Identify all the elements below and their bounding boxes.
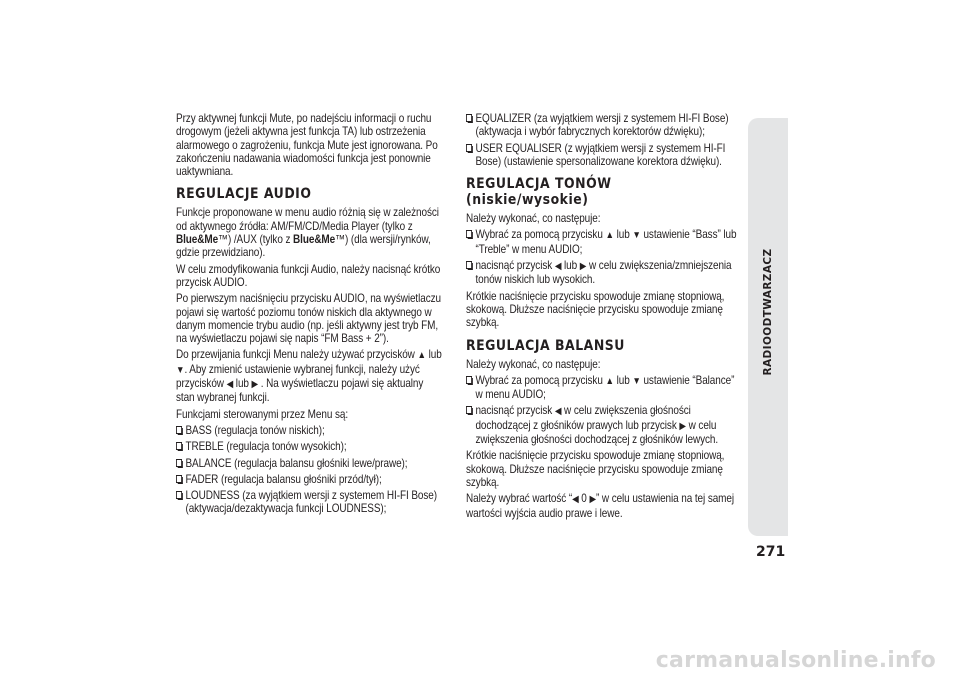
list-item: LOUDNESS (za wyjątkiem wersji z systemem HI-FI Bose) (aktywacja/dezaktywacja funkcji LOUDNESS); [176, 489, 443, 516]
list-item: FADER (regulacja balansu głośniki przód/tył); [176, 473, 443, 486]
checkbox-bullet-icon [466, 114, 472, 122]
checkbox-bullet-icon [176, 475, 182, 483]
checkbox-bullet-icon [176, 426, 182, 434]
arrow-up-icon: ▲ [605, 375, 614, 387]
checkbox-bullet-icon [466, 406, 472, 414]
list-item: USER EQUALISER (z wyjątkiem wersji z systemem HI-FI Bose) (ustawienie spersonalizowane korektora dźwięku). [466, 142, 737, 169]
arrow-left-icon: ◀ [226, 379, 234, 391]
blue-me-brand: Blue&Me [293, 233, 336, 247]
checkbox-bullet-icon [466, 261, 472, 269]
arrow-down-icon: ▼ [632, 230, 641, 242]
checkbox-bullet-icon [176, 491, 182, 499]
list-item: BALANCE (regulacja balansu głośniki lewe/prawe); [176, 457, 443, 470]
arrow-left-icon: ◀ [554, 261, 562, 273]
left-column [176, 112, 443, 519]
page-number: 271 [756, 544, 786, 560]
balance-heading: REGULACJA BALANSU [466, 337, 625, 354]
checkbox-bullet-icon [466, 144, 472, 152]
list-item: Wybrać za pomocą przycisku ▲ lub ▼ ustawienie “Balance” w menu AUDIO; [466, 374, 737, 402]
mute-paragraph: Przy aktywnej funkcji Mute, po nadejściu informacji o ruchu drogowym (jeżeli aktywna jest funkcja TA) lub ostrzeżenia alarmowego o zagrożeniu, funkcja Mute jest ignorowana. Po zakończeniu nadawania wiadomości funkcja jest ponownie uaktywniana. [176, 112, 438, 179]
list-item: EQUALIZER (za wyjątkiem wersji z systemem HI-FI Bose) (aktywacja i wybór fabrycznych korektorów dźwięku); [466, 112, 737, 139]
watermark: carmanualsonline.info [655, 648, 936, 673]
right-column [466, 112, 737, 523]
audio-functions-paragraph: Funkcje proponowane w menu audio różnią się w zależności od aktywnego źródła: AM/FM/CD/Media Player (tylko z Blue&Me™) /AUX (tylko z Blue&Me™) (dla wersji/rynków, gdzie przewidziano). [176, 206, 439, 260]
arrow-left-icon: ◀ [554, 406, 562, 418]
arrow-right-icon: ▶ [251, 379, 259, 391]
arrow-right-icon: ▶ [589, 494, 596, 506]
list-item: TREBLE (regulacja tonów wysokich); [176, 440, 443, 453]
arrow-down-icon: ▼ [176, 364, 185, 376]
checkbox-bullet-icon [176, 442, 182, 450]
list-item: nacisnąć przycisk ◀ lub ▶ w celu zwiększenia/zmniejszenia tonów niskich lub wysokich. [466, 259, 737, 287]
balance-press-paragraph: Krótkie naciśnięcie przycisku spowoduje zmianę stopniową, skokową. Dłuższe naciśnięcie przycisku spowoduje zmianę szybką. [466, 449, 725, 489]
audio-modify-paragraph: W celu zmodyfikowania funkcji Audio, należy nacisnąć krótko przycisk AUDIO. [176, 262, 441, 289]
arrow-up-icon: ▲ [417, 350, 426, 362]
checkbox-bullet-icon [466, 376, 472, 384]
checkbox-bullet-icon [176, 459, 182, 467]
blue-me-brand: Blue&Me [176, 233, 219, 247]
arrow-up-icon: ▲ [605, 230, 614, 242]
balance-intro: Należy wykonać, co następuje: [466, 357, 601, 371]
audio-first-press-paragraph: Po pierwszym naciśnięciu przycisku AUDIO, na wyświetlaczu pojawi się wartość poziomu tonów niskich dla aktywnego w danym momencie trybu audio (np. jeśli aktywny jest tryb FM, na wyświetlaczu pojawi się napis “FM Bass + 2”). [176, 292, 441, 346]
arrow-left-icon: ◀ [572, 494, 579, 506]
tones-press-paragraph: Krótkie naciśnięcie przycisku spowoduje zmianę stopniową, skokową. Dłuższe naciśnięcie przycisku spowoduje zmianę szybką. [466, 289, 725, 330]
section-tab-label: RADIOODTWARZACZ [762, 248, 774, 376]
arrow-right-icon: ▶ [679, 420, 686, 432]
tones-heading: REGULACJA TONÓW (niskie/wysokie) [466, 176, 612, 209]
tones-intro: Należy wykonać, co następuje: [466, 212, 601, 226]
menu-scroll-paragraph: Do przewijania funkcji Menu należy używać przycisków ▲ lub ▼. Aby zmienić ustawienie wybranej funkcji, należy użyć przycisków ◀ lub ▶ . Na wyświetlaczu pojawi się aktualny stan wybranej funkcji. [176, 348, 442, 405]
list-item: nacisnąć przycisk ◀ w celu zwiększenia głośności dochodzącej z głośników prawych lub przycisk ▶ w celu zwiększenia głośności dochodzącej z głośników lewych. [466, 404, 737, 446]
arrow-right-icon: ▶ [579, 261, 587, 273]
audio-heading: REGULACJE AUDIO [176, 186, 312, 203]
arrow-down-icon: ▼ [632, 375, 641, 387]
list-item: Wybrać za pomocą przycisku ▲ lub ▼ ustawienie “Bass” lub “Treble” w menu AUDIO; [466, 228, 737, 256]
list-item: BASS (regulacja tonów niskich); [176, 424, 443, 437]
menu-functions-intro: Funkcjami sterowanymi przez Menu są: [176, 407, 349, 421]
balance-zero-paragraph: Należy wybrać wartość “◀ 0 ▶” w celu ustawienia na tej samej wartości wyjścia audio prawe i lewe. [466, 492, 734, 520]
checkbox-bullet-icon [466, 230, 472, 238]
